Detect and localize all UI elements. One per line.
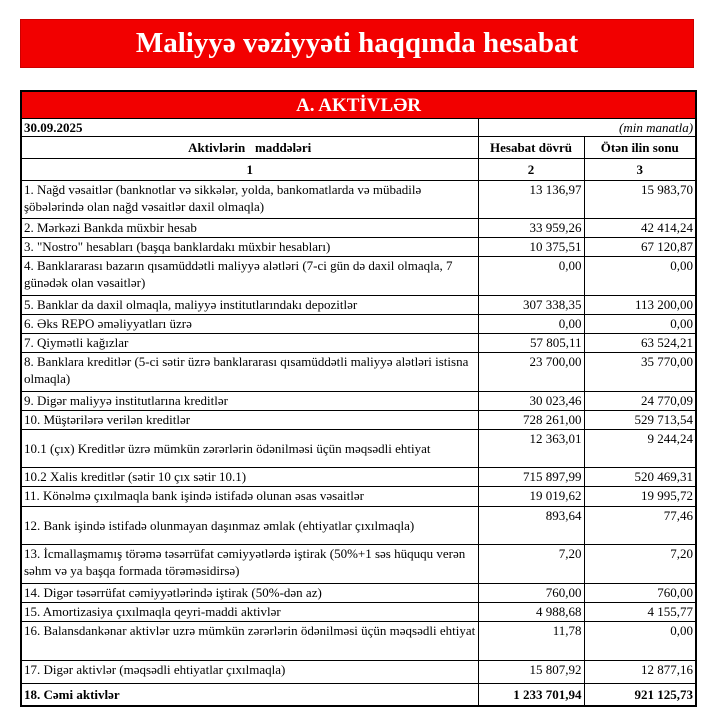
row-previous-value: 67 120,87 — [584, 238, 696, 257]
table-row — [21, 181, 696, 219]
row-label: 4. Banklararası bazarın qısamüddətli maliyyə alətləri (7-ci gün də daxil olmaqla, 7 günədək olan vəsaitlər) — [21, 257, 478, 296]
table-row — [21, 487, 696, 507]
row-label: 10.1 (çıx) Kreditlər üzrə mümkün zərərlərin ödənilməsi üçün məqsədli ehtiyat — [21, 430, 478, 468]
row-current-value: 33 959,26 — [478, 219, 584, 238]
row-current-value: 15 807,92 — [478, 661, 584, 684]
column-header-items: Aktivlərin maddələri — [21, 137, 478, 159]
row-previous-value: 63 524,21 — [584, 334, 696, 353]
date-row — [21, 119, 696, 137]
total-row — [21, 684, 696, 706]
row-previous-value: 7,20 — [584, 545, 696, 584]
row-label: 16. Balansdankənar aktivlər uzrə mümkün zərərlərin ödənilməsi üçün məqsədli ehtiyat — [21, 622, 478, 661]
row-label: 15. Amortizasiya çıxılmaqla qeyri-maddi aktivlər — [21, 603, 478, 622]
row-label: 11. Könəlmə çıxılmaqla bank işində istifadə olunan əsas vəsaitlər — [21, 487, 478, 507]
row-current-value: 57 805,11 — [478, 334, 584, 353]
row-current-value: 11,78 — [478, 622, 584, 661]
report-date: 30.09.2025 — [21, 119, 478, 137]
row-current-value: 4 988,68 — [478, 603, 584, 622]
table-row — [21, 603, 696, 622]
table-row — [21, 392, 696, 411]
table-row — [21, 296, 696, 315]
row-label: 6. Əks REPO əməliyyatları üzrə — [21, 315, 478, 334]
row-previous-value: 4 155,77 — [584, 603, 696, 622]
row-previous-value: 42 414,24 — [584, 219, 696, 238]
report-title: Maliyyə vəziyyəti haqqında hesabat — [20, 19, 694, 68]
column-number-row — [21, 159, 696, 181]
row-label: 5. Banklar da daxil olmaqla, maliyyə institutlarındakı depozitlər — [21, 296, 478, 315]
row-label: 9. Digər maliyyə institutlarına kreditlər — [21, 392, 478, 411]
table-row — [21, 257, 696, 296]
row-previous-value: 0,00 — [584, 622, 696, 661]
row-previous-value: 12 877,16 — [584, 661, 696, 684]
row-previous-value: 35 770,00 — [584, 353, 696, 392]
row-previous-value: 9 244,24 — [584, 430, 696, 468]
column-number: 2 — [478, 159, 584, 181]
row-current-value: 307 338,35 — [478, 296, 584, 315]
row-current-value: 30 023,46 — [478, 392, 584, 411]
row-label: 8. Banklara kreditlər (5-ci sətir üzrə banklararası qısamüddətli maliyyə alətləri istisna olmaqla) — [21, 353, 478, 392]
table-row — [21, 545, 696, 584]
table-row — [21, 315, 696, 334]
row-current-value: 7,20 — [478, 545, 584, 584]
table-row — [21, 661, 696, 684]
table-row — [21, 622, 696, 661]
row-previous-value: 760,00 — [584, 584, 696, 603]
row-previous-value: 19 995,72 — [584, 487, 696, 507]
section-title: A. AKTİVLƏR — [21, 91, 696, 119]
table-row — [21, 219, 696, 238]
table-row — [21, 507, 696, 545]
unit-label: (min manatla) — [478, 119, 696, 137]
row-current-value: 19 019,62 — [478, 487, 584, 507]
row-label: 2. Mərkəzi Bankda müxbir hesab — [21, 219, 478, 238]
section-header-row — [21, 91, 696, 119]
row-label: 13. İcmallaşmamış törəmə təsərrüfat cəmiyyətlərdə iştirak (50%+1 səs hüququ verən səhm və ya başqa formada törəməsidirsə) — [21, 545, 478, 584]
total-label: 18. Cəmi aktivlər — [21, 684, 478, 706]
table-row — [21, 411, 696, 430]
table-row — [21, 468, 696, 487]
row-label: 10. Müştərilərə verilən kreditlər — [21, 411, 478, 430]
column-number: 3 — [584, 159, 696, 181]
row-current-value: 760,00 — [478, 584, 584, 603]
total-current-value: 1 233 701,94 — [478, 684, 584, 706]
row-current-value: 893,64 — [478, 507, 584, 545]
table-row — [21, 238, 696, 257]
row-previous-value: 15 983,70 — [584, 181, 696, 219]
row-previous-value: 0,00 — [584, 315, 696, 334]
table-row — [21, 584, 696, 603]
row-current-value: 0,00 — [478, 257, 584, 296]
row-previous-value: 529 713,54 — [584, 411, 696, 430]
table-row — [21, 334, 696, 353]
table-row — [21, 353, 696, 392]
row-previous-value: 0,00 — [584, 257, 696, 296]
row-label: 1. Nağd vəsaitlər (banknotlar və sikkələr, yolda, bankomatlarda və mübadilə şöbələrində olan nağd vəsaitlər daxil olmaqla) — [21, 181, 478, 219]
row-previous-value: 113 200,00 — [584, 296, 696, 315]
row-current-value: 13 136,97 — [478, 181, 584, 219]
row-label: 14. Digər təsərrüfat cəmiyyətlərində iştirak (50%-dən az) — [21, 584, 478, 603]
row-label: 10.2 Xalis kreditlər (sətir 10 çıx sətir 10.1) — [21, 468, 478, 487]
row-label: 7. Qiymətli kağızlar — [21, 334, 478, 353]
row-current-value: 0,00 — [478, 315, 584, 334]
row-current-value: 10 375,51 — [478, 238, 584, 257]
column-header-previous: Ötən ilin sonu — [584, 137, 696, 159]
row-current-value: 23 700,00 — [478, 353, 584, 392]
row-label: 12. Bank işində istifadə olunmayan daşınmaz əmlak (ehtiyatlar çıxılmaqla) — [21, 507, 478, 545]
row-label: 17. Digər aktivlər (məqsədli ehtiyatlar çıxılmaqla) — [21, 661, 478, 684]
row-previous-value: 520 469,31 — [584, 468, 696, 487]
row-previous-value: 77,46 — [584, 507, 696, 545]
assets-table — [20, 90, 697, 707]
row-current-value: 728 261,00 — [478, 411, 584, 430]
row-label: 3. "Nostro" hesabları (başqa banklardakı müxbir hesabları) — [21, 238, 478, 257]
row-previous-value: 24 770,09 — [584, 392, 696, 411]
table-row — [21, 430, 696, 468]
row-current-value: 715 897,99 — [478, 468, 584, 487]
column-header-row — [21, 137, 696, 159]
row-current-value: 12 363,01 — [478, 430, 584, 468]
column-header-current: Hesabat dövrü — [478, 137, 584, 159]
total-previous-value: 921 125,73 — [584, 684, 696, 706]
column-number: 1 — [21, 159, 478, 181]
